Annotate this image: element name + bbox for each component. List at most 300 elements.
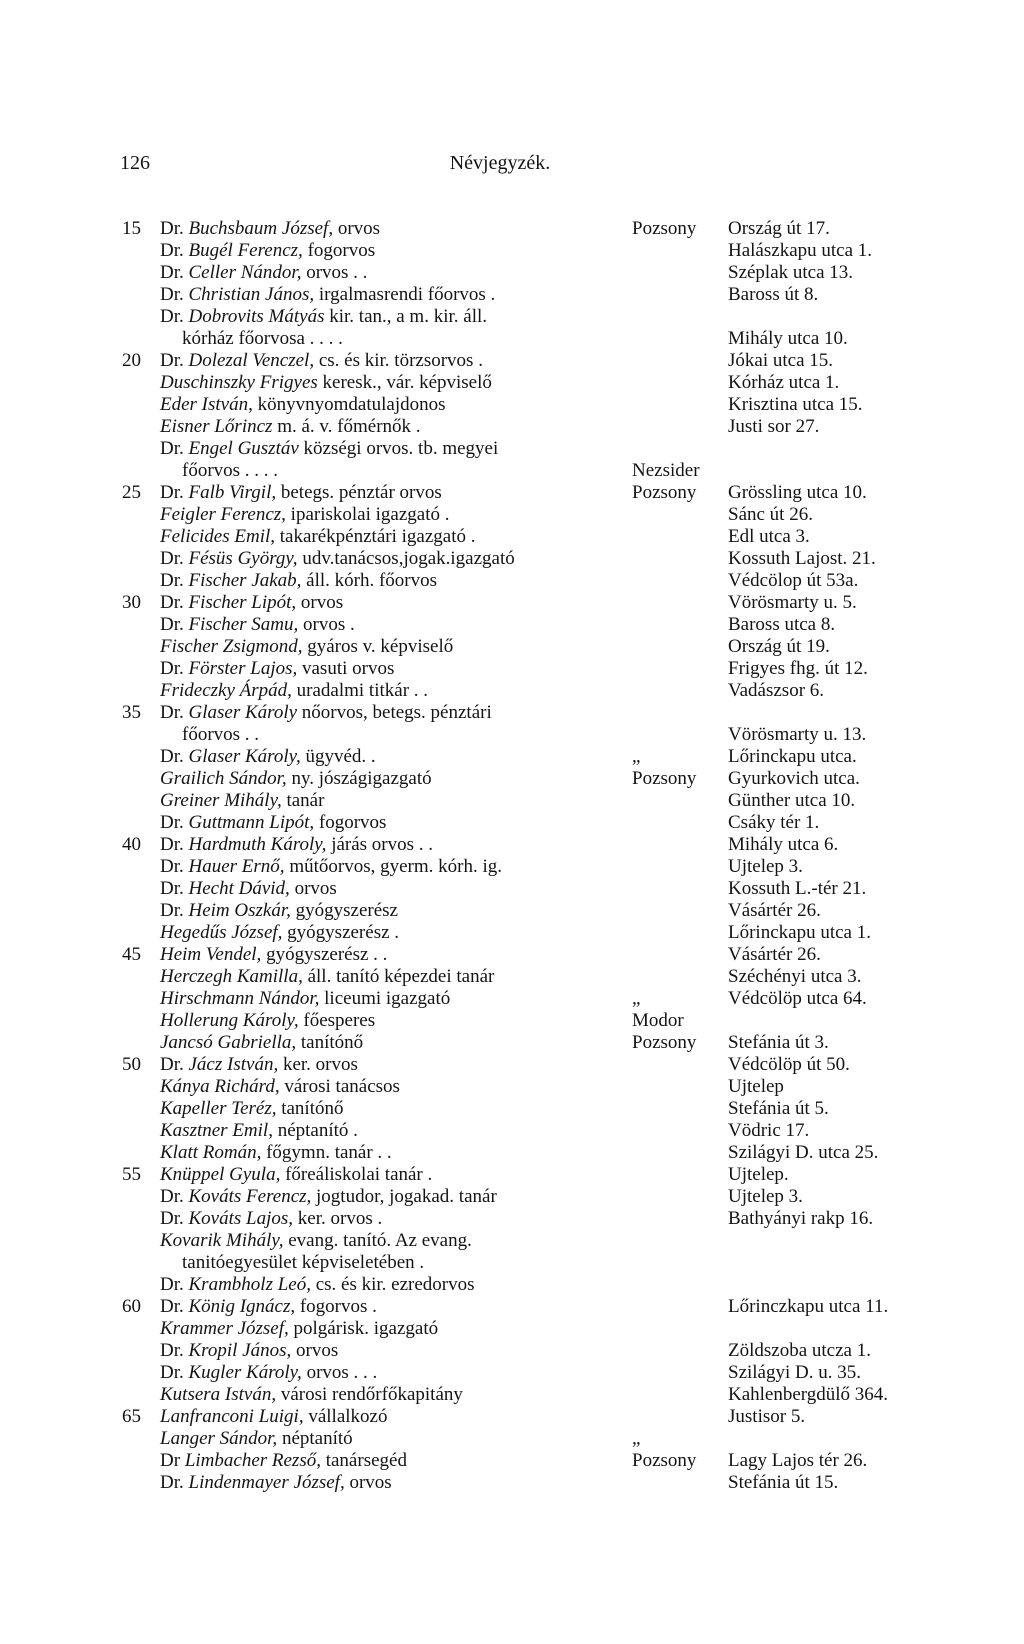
entry-occupation: ügyvéd. . (305, 746, 376, 767)
entry-person (182, 460, 278, 482)
entry-name: Glaser Károly, (188, 746, 301, 767)
entry-name: Dobrovits Mátyás (188, 306, 325, 327)
entry-title-prefix: Dr. (160, 218, 184, 239)
entry-name: Hecht Dávid, (188, 878, 290, 899)
entry-address: Lőrinckapu utca 1. (728, 922, 871, 943)
entry-name: Lindenmayer József, (188, 1472, 345, 1493)
directory-entry (0, 790, 1024, 812)
entry-number: 60 (122, 1296, 141, 1317)
entry-title-prefix: Dr. (160, 306, 184, 327)
entry-person (160, 218, 380, 240)
entry-address: Baross utca 8. (728, 614, 836, 635)
entry-occupation: műtőorvos, gyerm. kórh. ig. (289, 856, 502, 877)
entry-number: 65 (122, 1406, 141, 1427)
entry-name: Fischer Samu, (188, 614, 299, 635)
entry-title-prefix: Dr. (160, 834, 184, 855)
directory-entry (0, 1142, 1024, 1164)
entry-occupation: uradalmi titkár . . (296, 680, 429, 701)
entry-person (160, 350, 483, 372)
entry-occupation: főreáliskolai tanár . (285, 1164, 433, 1185)
entry-title-prefix: Dr. (160, 1472, 184, 1493)
directory-entry (0, 1098, 1024, 1120)
entry-occupation: kórház főorvosa . . . . (182, 328, 343, 349)
entry-name: Celler Nándor, (188, 262, 302, 283)
directory-entry (0, 592, 1024, 614)
entry-person (160, 702, 492, 724)
entry-name: Jancsó Gabriella, (160, 1032, 297, 1053)
directory-entry (0, 944, 1024, 966)
entry-person (182, 328, 343, 350)
entry-person (160, 372, 492, 394)
entry-occupation: könyvnyomdatulajdonos (257, 394, 446, 415)
directory-entry (0, 768, 1024, 790)
entry-address: Vörösmarty u. 13. (728, 724, 867, 745)
entry-name: Hollerung Károly, (160, 1010, 299, 1031)
entry-person (160, 1428, 353, 1450)
directory-entry (0, 680, 1024, 702)
entry-person (160, 1340, 338, 1362)
directory-entry (0, 438, 1024, 460)
entry-address: Ujtelep 3. (728, 1186, 803, 1207)
entry-occupation: áll. tanító képezdei tanár (307, 966, 495, 987)
entry-address: Lagy Lajos tér 26. (728, 1450, 868, 1471)
entry-number: 20 (122, 350, 141, 371)
entry-name: Kugler Károly, (188, 1362, 302, 1383)
entry-person (160, 526, 475, 548)
entry-occupation: cs. és kir. törzsorvos . (318, 350, 483, 371)
entry-title-prefix: Dr. (160, 548, 184, 569)
entry-title-prefix: Dr. (160, 1208, 184, 1229)
entry-person (160, 1120, 358, 1142)
entry-number: 15 (122, 218, 141, 239)
directory-entry (0, 614, 1024, 636)
entry-address: Grössling utca 10. (728, 482, 867, 503)
entry-address: Kahlenbergdülő 364. (728, 1384, 889, 1405)
entry-town: Pozsony (632, 218, 697, 239)
directory-entry (0, 1340, 1024, 1362)
directory-entry (0, 1472, 1024, 1494)
entry-address: Lőrinckapu utca. (728, 746, 857, 767)
entry-occupation: főgymn. tanár . . (266, 1142, 392, 1163)
entry-address: Bathyányi rakp 16. (728, 1208, 874, 1229)
entry-person (160, 1230, 472, 1252)
entry-name: Hegedűs József, (160, 922, 283, 943)
entry-title-prefix: Dr. (160, 350, 184, 371)
entry-occupation: főorvos . . (182, 724, 260, 745)
entry-title-prefix: Dr. (160, 570, 184, 591)
entry-number: 30 (122, 592, 141, 613)
entry-person (160, 306, 487, 328)
entry-address: Ujtelep 3. (728, 856, 803, 877)
entry-title-prefix: Dr. (160, 812, 184, 833)
entry-person (160, 1076, 400, 1098)
directory-entry (0, 1032, 1024, 1054)
entry-person (160, 680, 428, 702)
entry-title-prefix: Dr. (160, 702, 184, 723)
entry-name: Jácz István, (188, 1054, 279, 1075)
entry-town: Pozsony (632, 1450, 697, 1471)
entry-person (160, 768, 432, 790)
directory-entry (0, 240, 1024, 262)
page-number: 126 (120, 152, 150, 174)
entry-name: Fésüs György, (188, 548, 298, 569)
entry-name: Kováts Ferencz, (188, 1186, 312, 1207)
entry-person (160, 1296, 377, 1318)
directory-entry (0, 416, 1024, 438)
entry-occupation: takarékpénztári igazgató . (279, 526, 476, 547)
entry-person (160, 438, 498, 460)
entry-address: Vásártér 26. (728, 900, 821, 921)
entry-occupation: ker. orvos (282, 1054, 358, 1075)
entry-address: Baross út 8. (728, 284, 819, 305)
entry-title-prefix: Dr. (160, 614, 184, 635)
entry-address: Védcölöp út 50. (728, 1054, 850, 1075)
entry-name: Engel Gusztáv (188, 438, 299, 459)
entry-address: Mihály utca 10. (728, 328, 848, 349)
entry-person (160, 1010, 375, 1032)
entry-occupation: járás orvos . . (331, 834, 434, 855)
directory-entry (0, 1120, 1024, 1142)
entry-title-prefix: Dr. (160, 1362, 184, 1383)
entry-address: Szilágyi D. utca 25. (728, 1142, 879, 1163)
entry-person (160, 878, 337, 900)
entry-name: Bugél Ferencz, (188, 240, 303, 261)
entry-name: Langer Sándor, (160, 1428, 278, 1449)
entry-name: Grailich Sándor, (160, 768, 287, 789)
entry-address: Széchényi utca 3. (728, 966, 862, 987)
entry-person (160, 1208, 382, 1230)
entry-title-prefix: Dr. (160, 438, 184, 459)
entry-name: Duschinszky Frigyes (160, 372, 318, 393)
directory-entry (0, 922, 1024, 944)
entry-occupation: orvos (294, 878, 337, 899)
entry-occupation: orvos . . . (306, 1362, 378, 1383)
entry-name: Förster Lajos, (188, 658, 298, 679)
entry-address: Stefánia út 5. (728, 1098, 829, 1119)
entry-address: Sánc út 26. (728, 504, 813, 525)
entry-name: Heim Vendel, (160, 944, 262, 965)
entry-person (160, 1318, 438, 1340)
entry-address: Széplak utca 13. (728, 262, 854, 283)
entry-person (160, 1274, 475, 1296)
entry-name: Feigler Ferencz, (160, 504, 286, 525)
entry-address: Ujtelep (728, 1076, 784, 1097)
entry-address: Halászkapu utca 1. (728, 240, 873, 261)
directory-entry (0, 1362, 1024, 1384)
entry-name: Guttmann Lipót, (188, 812, 315, 833)
entry-number: 45 (122, 944, 141, 965)
entry-occupation: főorvos . . . . (182, 460, 279, 481)
entry-address: Mihály utca 6. (728, 834, 839, 855)
entry-address: Frigyes fhg. út 12. (728, 658, 868, 679)
entry-title-prefix: Dr. (160, 856, 184, 877)
entry-address: Justi sor 27. (728, 416, 820, 437)
entry-person (160, 1450, 407, 1472)
entry-address: Védcölöp utca 64. (728, 988, 867, 1009)
entry-occupation: főesperes (303, 1010, 376, 1031)
entry-occupation: tanár (286, 790, 325, 811)
directory-entry (0, 834, 1024, 856)
directory-entry (0, 1054, 1024, 1076)
entry-occupation: tanársegéd (325, 1450, 407, 1471)
entry-occupation: udv.tanácsos,jogak.igazgató (302, 548, 515, 569)
entry-person (160, 790, 324, 812)
entry-title-prefix: Dr. (160, 878, 184, 899)
directory-entry (0, 1186, 1024, 1208)
entry-name: Lanfranconi Luigi, (160, 1406, 304, 1427)
entry-title-prefix: Dr. (160, 1340, 184, 1361)
entry-occupation: orvos . . (306, 262, 368, 283)
entry-occupation: orvos (300, 592, 344, 613)
entry-name: Kropil János, (188, 1340, 292, 1361)
directory-entry (0, 1274, 1024, 1296)
entry-name: Fischer Jakab, (188, 570, 302, 591)
entry-occupation: községi orvos. tb. megyei (303, 438, 499, 459)
entry-name: Hardmuth Károly, (188, 834, 327, 855)
entry-title-prefix: Dr. (160, 482, 184, 503)
entry-address: Kossuth L.-tér 21. (728, 878, 867, 899)
entry-name: Kovarik Mihály, (160, 1230, 284, 1251)
entry-person (160, 1164, 432, 1186)
directory-entry (0, 966, 1024, 988)
entry-occupation: liceumi igazgató (324, 988, 451, 1009)
directory-entry (0, 1406, 1024, 1428)
entry-title-prefix: Dr. (160, 1274, 184, 1295)
entry-occupation: néptanító (281, 1428, 353, 1449)
entry-title-prefix: Dr. (160, 284, 184, 305)
entry-name: Christian János, (188, 284, 315, 305)
entry-name: Knüppel Gyula, (160, 1164, 281, 1185)
directory-entry (0, 1010, 1024, 1032)
entry-address: Vörösmarty u. 5. (728, 592, 857, 613)
entry-address: Kórház utca 1. (728, 372, 840, 393)
entry-town: Pozsony (632, 768, 697, 789)
entry-person (160, 570, 437, 592)
entry-occupation: gyógyszerész . (287, 922, 400, 943)
directory-entry (0, 1450, 1024, 1472)
entry-name: Buchsbaum József, (188, 218, 334, 239)
entry-person (160, 416, 421, 438)
directory-entry (0, 1208, 1024, 1230)
directory-entry (0, 460, 1024, 482)
entry-title-prefix: Dr. (160, 262, 184, 283)
directory-entry (0, 570, 1024, 592)
entry-address: Vadászsor 6. (728, 680, 825, 701)
entry-occupation: gyógyszerész . . (266, 944, 388, 965)
entry-town: Modor (632, 1010, 684, 1031)
entry-town: „ (632, 1428, 641, 1449)
entry-name: Glaser Károly (188, 702, 298, 723)
directory-entry (0, 548, 1024, 570)
page-header (120, 152, 880, 182)
entry-name: Kováts Lajos, (188, 1208, 294, 1229)
entry-title-prefix: Dr. (160, 240, 184, 261)
entry-person (160, 636, 453, 658)
entry-name: Hauer Ernő, (188, 856, 285, 877)
entry-name: Klatt Román, (160, 1142, 262, 1163)
entry-name: Fischer Zsigmond, (160, 636, 303, 657)
entry-person (160, 1186, 497, 1208)
entry-title-prefix: Dr (160, 1450, 181, 1471)
entry-town: „ (632, 988, 641, 1009)
entry-person (160, 1384, 463, 1406)
directory-entry (0, 812, 1024, 834)
directory-entry (0, 1164, 1024, 1186)
entry-occupation: vasuti orvos (302, 658, 395, 679)
entry-occupation: cs. és kir. ezredorvos (315, 1274, 475, 1295)
entry-occupation: fogorvos (307, 240, 376, 261)
entry-name: Dolezal Venczel, (188, 350, 315, 371)
entry-name: König Ignácz, (188, 1296, 296, 1317)
entry-address: Stefánia út 15. (728, 1472, 839, 1493)
entry-name: Kasztner Emil, (160, 1120, 273, 1141)
entry-name: Falb Virgil, (188, 482, 277, 503)
entry-address: Vásártér 26. (728, 944, 821, 965)
entry-occupation: ipariskolai igazgató . (290, 504, 450, 525)
entry-occupation: keresk., vár. képviselő (322, 372, 492, 393)
entry-occupation: vállalkozó (308, 1406, 388, 1427)
entry-occupation: tanitóegyesület képviseletében . (182, 1252, 425, 1273)
directory-entry (0, 658, 1024, 680)
directory-entry (0, 482, 1024, 504)
entry-address: Jókai utca 15. (728, 350, 834, 371)
entry-occupation: evang. tanító. Az evang. (288, 1230, 472, 1251)
directory-list (0, 218, 1024, 1494)
entry-person (160, 922, 399, 944)
directory-entry (0, 1252, 1024, 1274)
entry-occupation: orvos (337, 218, 381, 239)
entry-person (160, 944, 387, 966)
entry-person (160, 592, 343, 614)
entry-address: Edl utca 3. (728, 526, 810, 547)
entry-person (160, 658, 394, 680)
entry-town: Pozsony (632, 482, 697, 503)
entry-occupation: polgárisk. igazgató (293, 1318, 439, 1339)
entry-address: Krisztina utca 15. (728, 394, 863, 415)
entry-title-prefix: Dr. (160, 1054, 184, 1075)
directory-entry (0, 1428, 1024, 1450)
entry-number: 25 (122, 482, 141, 503)
entry-town: „ (632, 746, 641, 767)
entry-person (160, 1472, 392, 1494)
entry-number: 55 (122, 1164, 141, 1185)
entry-name: Kapeller Teréz, (160, 1098, 277, 1119)
directory-entry (0, 856, 1024, 878)
entry-title-prefix: Dr. (160, 1186, 184, 1207)
entry-name: Kánya Richárd, (160, 1076, 280, 1097)
entry-occupation: orvos (349, 1472, 392, 1493)
entry-occupation: ny. jószágigazgató (291, 768, 432, 789)
entry-occupation: m. á. v. főmérnők . (277, 416, 421, 437)
entry-name: Eder István, (160, 394, 253, 415)
entry-occupation: fogorvos . (299, 1296, 377, 1317)
directory-entry (0, 1318, 1024, 1340)
entry-title-prefix: Dr. (160, 900, 184, 921)
entry-occupation: gyáros v. képviselő (307, 636, 454, 657)
entry-person (160, 394, 446, 416)
entry-occupation: kir. tan., a m. kir. áll. (329, 306, 488, 327)
entry-occupation: betegs. pénztár orvos (280, 482, 442, 503)
entry-occupation: gyógyszerész (295, 900, 398, 921)
entry-person (160, 856, 502, 878)
directory-entry (0, 218, 1024, 240)
directory-entry (0, 372, 1024, 394)
directory-entry (0, 328, 1024, 350)
entry-occupation: városi tanácsos (284, 1076, 400, 1097)
entry-person (160, 614, 355, 636)
entry-address: Ujtelep. (728, 1164, 789, 1185)
entry-name: Fischer Lipót, (188, 592, 297, 613)
entry-occupation: városi rendőrfőkapitány (280, 1384, 463, 1405)
entry-person (160, 284, 495, 306)
entry-person (160, 834, 433, 856)
entry-occupation: ker. orvos . (297, 1208, 383, 1229)
entry-person (182, 1252, 424, 1274)
entry-person (160, 1054, 358, 1076)
entry-name: Eisner Lőrincz (160, 416, 273, 437)
entry-name: Frideczky Árpád, (160, 680, 292, 701)
directory-entry (0, 724, 1024, 746)
entry-person (160, 240, 375, 262)
entry-name: Herczegh Kamilla, (160, 966, 303, 987)
entry-address: Justisor 5. (728, 1406, 806, 1427)
entry-title-prefix: Dr. (160, 746, 184, 767)
directory-entry (0, 284, 1024, 306)
entry-occupation: nőorvos, betegs. pénztári (301, 702, 492, 723)
entry-person (160, 746, 376, 768)
entry-town: Pozsony (632, 1032, 697, 1053)
entry-occupation: tanítónő (281, 1098, 344, 1119)
entry-person (160, 966, 494, 988)
entry-occupation: áll. kórh. főorvos (306, 570, 438, 591)
entry-address: Szilágyi D. u. 35. (728, 1362, 861, 1383)
entry-occupation: orvos (296, 1340, 339, 1361)
directory-entry (0, 262, 1024, 284)
entry-person (160, 1406, 387, 1428)
running-title: Névjegyzék. (449, 152, 551, 174)
entry-name: Limbacher Rezső, (184, 1450, 321, 1471)
entry-name: Krammer József, (160, 1318, 289, 1339)
entry-title-prefix: Dr. (160, 1296, 184, 1317)
entry-occupation: irgalmasrendi főorvos . (318, 284, 496, 305)
entry-occupation: jogtudor, jogakad. tanár (316, 1186, 497, 1207)
entry-name: Hirschmann Nándor, (160, 988, 320, 1009)
directory-entry (0, 1076, 1024, 1098)
directory-entry (0, 878, 1024, 900)
entry-person (160, 1362, 377, 1384)
entry-address: Lőrinczkapu utca 11. (728, 1296, 889, 1317)
entry-address: Védcölop út 53a. (728, 570, 859, 591)
directory-entry (0, 1384, 1024, 1406)
directory-entry (0, 900, 1024, 922)
entry-person (160, 900, 398, 922)
directory-entry (0, 306, 1024, 328)
entry-address: Kossuth Lajost. 21. (728, 548, 876, 569)
entry-name: Kutsera István, (160, 1384, 277, 1405)
directory-entry (0, 1296, 1024, 1318)
entry-address: Günther utca 10. (728, 790, 856, 811)
entry-person (182, 724, 259, 746)
directory-entry (0, 1230, 1024, 1252)
entry-address: Vödric 17. (728, 1120, 810, 1141)
entry-name: Heim Oszkár, (188, 900, 291, 921)
entry-name: Greiner Mihály, (160, 790, 282, 811)
entry-address: Ország út 19. (728, 636, 830, 657)
directory-entry (0, 504, 1024, 526)
entry-number: 35 (122, 702, 141, 723)
directory-entry (0, 746, 1024, 768)
entry-occupation: néptanító . (277, 1120, 358, 1141)
